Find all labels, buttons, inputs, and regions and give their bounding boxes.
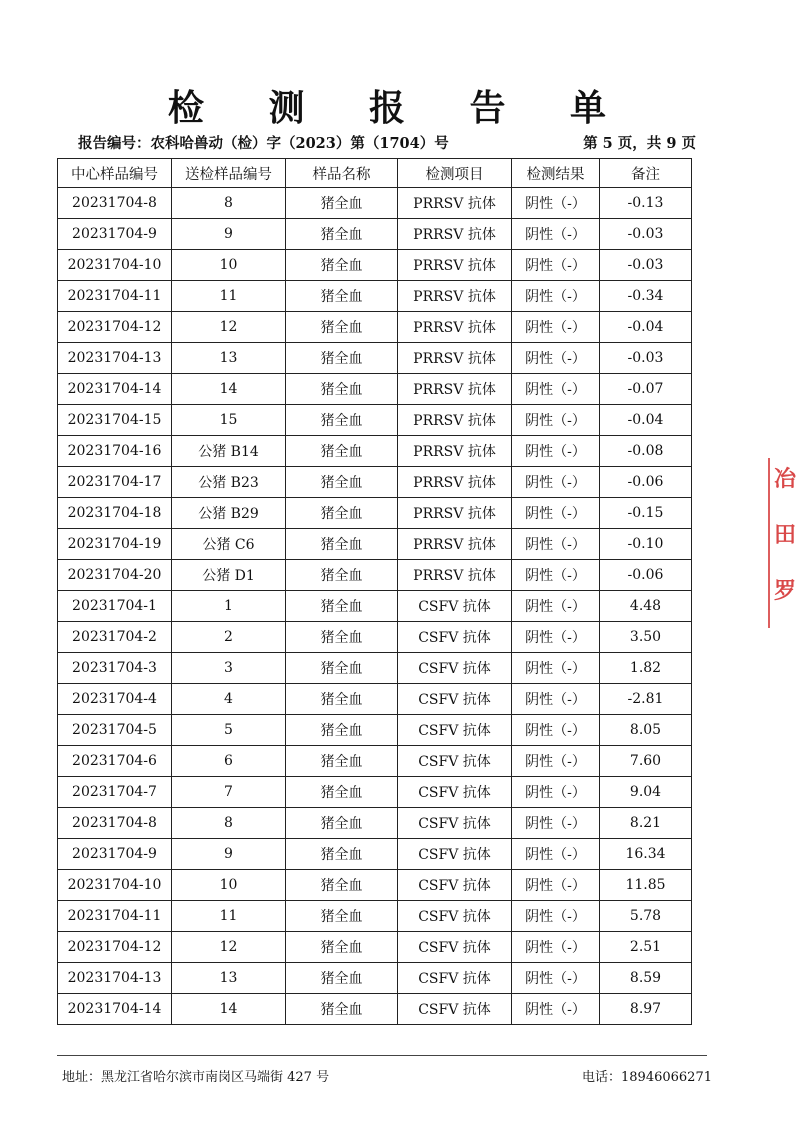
cell-test-item: CSFV 抗体 — [398, 653, 512, 684]
cell-sample-id: 9 — [172, 219, 286, 250]
cell-center-id: 20231704-3 — [58, 653, 172, 684]
table-row — [58, 870, 692, 901]
table-row — [58, 281, 692, 312]
cell-note: -0.10 — [600, 529, 692, 560]
cell-center-id: 20231704-7 — [58, 777, 172, 808]
table-row — [58, 498, 692, 529]
cell-center-id: 20231704-13 — [58, 963, 172, 994]
page-info: 第 5 页，共 9 页 — [583, 135, 696, 152]
table-row — [58, 839, 692, 870]
cell-note: -0.08 — [600, 436, 692, 467]
cell-sample-id: 13 — [172, 343, 286, 374]
report-subheader — [78, 134, 696, 154]
cell-test-item: CSFV 抗体 — [398, 591, 512, 622]
cell-result: 阴性（-） — [512, 653, 600, 684]
cell-center-id: 20231704-12 — [58, 932, 172, 963]
cell-center-id: 20231704-11 — [58, 901, 172, 932]
cell-sample-name: 猪全血 — [286, 963, 398, 994]
cell-result: 阴性（-） — [512, 932, 600, 963]
cell-result: 阴性（-） — [512, 250, 600, 281]
cell-result: 阴性（-） — [512, 901, 600, 932]
cell-sample-name: 猪全血 — [286, 405, 398, 436]
table-header-row — [58, 159, 692, 188]
table-row — [58, 994, 692, 1025]
cell-result: 阴性（-） — [512, 436, 600, 467]
cell-result: 阴性（-） — [512, 498, 600, 529]
cell-sample-id: 15 — [172, 405, 286, 436]
cell-test-item: CSFV 抗体 — [398, 901, 512, 932]
cell-sample-id: 5 — [172, 715, 286, 746]
cell-note: 8.59 — [600, 963, 692, 994]
cell-test-item: PRRSV 抗体 — [398, 405, 512, 436]
cell-result: 阴性（-） — [512, 405, 600, 436]
cell-note: 1.82 — [600, 653, 692, 684]
cell-note: -0.13 — [600, 188, 692, 219]
cell-test-item: CSFV 抗体 — [398, 963, 512, 994]
cell-note: 8.21 — [600, 808, 692, 839]
cell-note: -0.04 — [600, 405, 692, 436]
cell-center-id: 20231704-15 — [58, 405, 172, 436]
cell-sample-name: 猪全血 — [286, 684, 398, 715]
table-body — [58, 188, 692, 1025]
cell-center-id: 20231704-17 — [58, 467, 172, 498]
cell-center-id: 20231704-20 — [58, 560, 172, 591]
table-row — [58, 932, 692, 963]
table-row — [58, 312, 692, 343]
cell-test-item: PRRSV 抗体 — [398, 312, 512, 343]
cell-result: 阴性（-） — [512, 374, 600, 405]
cell-test-item: PRRSV 抗体 — [398, 529, 512, 560]
cell-center-id: 20231704-12 — [58, 312, 172, 343]
cell-sample-id: 14 — [172, 994, 286, 1025]
cell-result: 阴性（-） — [512, 560, 600, 591]
cell-sample-name: 猪全血 — [286, 622, 398, 653]
table-row — [58, 467, 692, 498]
cell-test-item: CSFV 抗体 — [398, 994, 512, 1025]
footer-address: 地址：黑龙江省哈尔滨市南岗区马端街 427 号 — [62, 1070, 330, 1085]
cell-sample-id: 10 — [172, 250, 286, 281]
cell-note: 4.48 — [600, 591, 692, 622]
col-header-center-id: 中心样品编号 — [58, 159, 172, 188]
footer-divider — [57, 1055, 707, 1056]
cell-center-id: 20231704-6 — [58, 746, 172, 777]
cell-result: 阴性（-） — [512, 746, 600, 777]
cell-sample-name: 猪全血 — [286, 808, 398, 839]
cell-sample-name: 猪全血 — [286, 312, 398, 343]
cell-sample-name: 猪全血 — [286, 901, 398, 932]
cell-test-item: CSFV 抗体 — [398, 622, 512, 653]
cell-test-item: PRRSV 抗体 — [398, 467, 512, 498]
cell-result: 阴性（-） — [512, 312, 600, 343]
table-row — [58, 560, 692, 591]
table-row — [58, 529, 692, 560]
cell-sample-name: 猪全血 — [286, 839, 398, 870]
cell-result: 阴性（-） — [512, 808, 600, 839]
cell-sample-id: 2 — [172, 622, 286, 653]
cell-center-id: 20231704-18 — [58, 498, 172, 529]
cell-note: -0.04 — [600, 312, 692, 343]
cell-center-id: 20231704-8 — [58, 188, 172, 219]
cell-sample-id: 13 — [172, 963, 286, 994]
table-row — [58, 219, 692, 250]
cell-center-id: 20231704-10 — [58, 870, 172, 901]
table-row — [58, 746, 692, 777]
table-row — [58, 436, 692, 467]
cell-test-item: PRRSV 抗体 — [398, 498, 512, 529]
cell-note: -0.06 — [600, 560, 692, 591]
cell-sample-id: 10 — [172, 870, 286, 901]
table-row — [58, 374, 692, 405]
cell-test-item: CSFV 抗体 — [398, 870, 512, 901]
cell-note: 8.05 — [600, 715, 692, 746]
cell-sample-id: 公猪 B14 — [172, 436, 286, 467]
col-header-sample-name: 样品名称 — [286, 159, 398, 188]
cell-sample-name: 猪全血 — [286, 777, 398, 808]
results-table — [57, 158, 692, 1025]
cell-test-item: PRRSV 抗体 — [398, 250, 512, 281]
cell-sample-id: 11 — [172, 281, 286, 312]
cell-note: 8.97 — [600, 994, 692, 1025]
cell-center-id: 20231704-19 — [58, 529, 172, 560]
seal-char: 罗 — [774, 578, 797, 604]
cell-result: 阴性（-） — [512, 467, 600, 498]
red-seal-fragment — [768, 458, 796, 628]
cell-result: 阴性（-） — [512, 839, 600, 870]
cell-center-id: 20231704-11 — [58, 281, 172, 312]
cell-sample-id: 9 — [172, 839, 286, 870]
cell-center-id: 20231704-1 — [58, 591, 172, 622]
cell-test-item: CSFV 抗体 — [398, 746, 512, 777]
cell-result: 阴性（-） — [512, 281, 600, 312]
cell-result: 阴性（-） — [512, 870, 600, 901]
cell-center-id: 20231704-9 — [58, 219, 172, 250]
cell-test-item: PRRSV 抗体 — [398, 374, 512, 405]
cell-center-id: 20231704-14 — [58, 994, 172, 1025]
cell-sample-name: 猪全血 — [286, 870, 398, 901]
table-row — [58, 591, 692, 622]
cell-sample-id: 8 — [172, 808, 286, 839]
cell-note: -0.03 — [600, 343, 692, 374]
cell-center-id: 20231704-4 — [58, 684, 172, 715]
cell-center-id: 20231704-14 — [58, 374, 172, 405]
cell-sample-id: 8 — [172, 188, 286, 219]
cell-sample-id: 1 — [172, 591, 286, 622]
cell-sample-name: 猪全血 — [286, 343, 398, 374]
cell-note: 11.85 — [600, 870, 692, 901]
cell-sample-name: 猪全血 — [286, 653, 398, 684]
cell-result: 阴性（-） — [512, 529, 600, 560]
cell-sample-id: 7 — [172, 777, 286, 808]
seal-char: 田 — [774, 522, 797, 548]
cell-sample-name: 猪全血 — [286, 467, 398, 498]
cell-sample-name: 猪全血 — [286, 529, 398, 560]
cell-result: 阴性（-） — [512, 715, 600, 746]
table-row — [58, 808, 692, 839]
col-header-test-item: 检测项目 — [398, 159, 512, 188]
cell-test-item: CSFV 抗体 — [398, 777, 512, 808]
cell-sample-id: 11 — [172, 901, 286, 932]
cell-note: -0.03 — [600, 219, 692, 250]
cell-center-id: 20231704-2 — [58, 622, 172, 653]
cell-test-item: CSFV 抗体 — [398, 932, 512, 963]
cell-test-item: PRRSV 抗体 — [398, 188, 512, 219]
cell-result: 阴性（-） — [512, 188, 600, 219]
table-row — [58, 901, 692, 932]
cell-sample-id: 公猪 C6 — [172, 529, 286, 560]
table-row — [58, 684, 692, 715]
cell-test-item: PRRSV 抗体 — [398, 219, 512, 250]
cell-result: 阴性（-） — [512, 622, 600, 653]
cell-note: 3.50 — [600, 622, 692, 653]
cell-test-item: PRRSV 抗体 — [398, 560, 512, 591]
cell-test-item: CSFV 抗体 — [398, 684, 512, 715]
cell-sample-name: 猪全血 — [286, 281, 398, 312]
cell-test-item: PRRSV 抗体 — [398, 343, 512, 374]
cell-sample-id: 公猪 D1 — [172, 560, 286, 591]
table-row — [58, 715, 692, 746]
table-row — [58, 653, 692, 684]
cell-result: 阴性（-） — [512, 777, 600, 808]
cell-sample-name: 猪全血 — [286, 436, 398, 467]
cell-sample-name: 猪全血 — [286, 188, 398, 219]
table-row — [58, 188, 692, 219]
cell-test-item: CSFV 抗体 — [398, 839, 512, 870]
cell-note: 2.51 — [600, 932, 692, 963]
cell-note: 16.34 — [600, 839, 692, 870]
cell-result: 阴性（-） — [512, 994, 600, 1025]
cell-sample-id: 12 — [172, 312, 286, 343]
cell-sample-name: 猪全血 — [286, 250, 398, 281]
cell-center-id: 20231704-9 — [58, 839, 172, 870]
table-row — [58, 777, 692, 808]
cell-note: -2.81 — [600, 684, 692, 715]
cell-note: -0.15 — [600, 498, 692, 529]
cell-sample-id: 14 — [172, 374, 286, 405]
cell-result: 阴性（-） — [512, 591, 600, 622]
cell-sample-name: 猪全血 — [286, 219, 398, 250]
col-header-note: 备注 — [600, 159, 692, 188]
col-header-result: 检测结果 — [512, 159, 600, 188]
cell-note: -0.34 — [600, 281, 692, 312]
cell-sample-name: 猪全血 — [286, 746, 398, 777]
cell-note: -0.06 — [600, 467, 692, 498]
table-row — [58, 622, 692, 653]
table-row — [58, 963, 692, 994]
cell-sample-name: 猪全血 — [286, 715, 398, 746]
table-row — [58, 250, 692, 281]
cell-center-id: 20231704-16 — [58, 436, 172, 467]
cell-result: 阴性（-） — [512, 684, 600, 715]
cell-sample-name: 猪全血 — [286, 591, 398, 622]
cell-sample-name: 猪全血 — [286, 560, 398, 591]
cell-sample-id: 6 — [172, 746, 286, 777]
footer-phone: 电话：18946066271 — [582, 1070, 712, 1085]
cell-sample-name: 猪全血 — [286, 932, 398, 963]
report-number: 报告编号：农科哈兽动（检）字（2023）第（1704）号 — [78, 135, 449, 152]
cell-note: -0.07 — [600, 374, 692, 405]
cell-result: 阴性（-） — [512, 343, 600, 374]
cell-test-item: PRRSV 抗体 — [398, 436, 512, 467]
cell-sample-id: 公猪 B23 — [172, 467, 286, 498]
table-row — [58, 405, 692, 436]
cell-note: -0.03 — [600, 250, 692, 281]
seal-char: 冶 — [774, 466, 797, 492]
cell-note: 9.04 — [600, 777, 692, 808]
cell-sample-name: 猪全血 — [286, 994, 398, 1025]
cell-note: 7.60 — [600, 746, 692, 777]
table-row — [58, 343, 692, 374]
cell-test-item: PRRSV 抗体 — [398, 281, 512, 312]
cell-sample-id: 3 — [172, 653, 286, 684]
cell-sample-id: 公猪 B29 — [172, 498, 286, 529]
document-title: 检 测 报 告 单 — [167, 87, 633, 129]
cell-note: 5.78 — [600, 901, 692, 932]
cell-center-id: 20231704-13 — [58, 343, 172, 374]
cell-result: 阴性（-） — [512, 963, 600, 994]
cell-center-id: 20231704-5 — [58, 715, 172, 746]
cell-center-id: 20231704-8 — [58, 808, 172, 839]
cell-sample-name: 猪全血 — [286, 374, 398, 405]
cell-test-item: CSFV 抗体 — [398, 715, 512, 746]
cell-sample-id: 12 — [172, 932, 286, 963]
cell-result: 阴性（-） — [512, 219, 600, 250]
cell-test-item: CSFV 抗体 — [398, 808, 512, 839]
cell-center-id: 20231704-10 — [58, 250, 172, 281]
cell-sample-name: 猪全血 — [286, 498, 398, 529]
col-header-sample-id: 送检样品编号 — [172, 159, 286, 188]
cell-sample-id: 4 — [172, 684, 286, 715]
